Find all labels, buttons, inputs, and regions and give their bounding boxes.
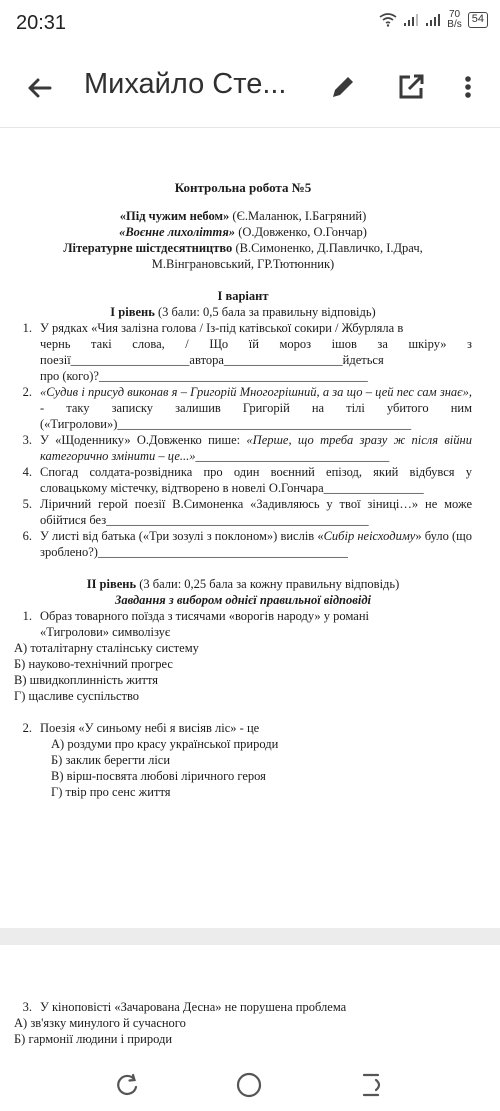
question-2 bbox=[14, 384, 472, 432]
question-number: 2. bbox=[22, 385, 32, 399]
page-1-content bbox=[14, 180, 472, 800]
question-number: 3. bbox=[22, 1000, 32, 1014]
document-viewer[interactable] bbox=[0, 128, 500, 1058]
q1-line-3: поезії___________________автора___________________йдеться bbox=[40, 353, 384, 367]
test-2 bbox=[14, 720, 472, 736]
more-options-icon[interactable] bbox=[456, 70, 480, 104]
t1-line-2: «Тигролови» символізує bbox=[40, 625, 171, 639]
test-2-text: Поезія «У синьому небі я висіяв ліс» - це bbox=[40, 721, 260, 735]
status-icons bbox=[379, 10, 488, 30]
level-2-title: ІІ рівень bbox=[86, 577, 137, 591]
t2-option-b: Б) заклик берегти ліси bbox=[51, 753, 171, 767]
question-4-text: Спогад солдата-розвідника про один воєнний епізод, який відбувся у словацькому містечку, відтворено в новелі О.Гончара________________ bbox=[40, 465, 472, 495]
q3-text: У «Щоденнику» О.Довженко пише: bbox=[40, 433, 247, 447]
level-2-heading bbox=[14, 576, 472, 592]
q2-rest: - таку записку залишив Григорій на тілі убитого ним («Тигролови»)_______________________________________________ bbox=[40, 401, 472, 431]
topic-2-authors: (О.Довженко, О.Гончар) bbox=[235, 225, 367, 239]
network-speed-value: 70 bbox=[448, 9, 461, 20]
edit-pencil-icon[interactable] bbox=[326, 70, 360, 104]
question-6 bbox=[14, 528, 472, 560]
question-5 bbox=[14, 496, 472, 528]
question-5-text: Ліричний герой поезії В.Симоненка «Задивляюсь у твої зіниці…» не може обійтися без__________________________________________ bbox=[40, 497, 472, 527]
question-number: 5. bbox=[22, 497, 32, 511]
level-1-heading bbox=[14, 304, 472, 320]
network-speed bbox=[447, 10, 461, 30]
t3-option-a: А) зв'язку минулого й сучасного bbox=[14, 1016, 186, 1030]
topic-1-title: «Під чужим небом» bbox=[119, 209, 230, 223]
question-3-text bbox=[40, 432, 472, 464]
question-number: 6. bbox=[22, 529, 32, 543]
q1-line-4: про (кого)?___________________________________________ bbox=[40, 369, 368, 383]
document-page-2 bbox=[0, 945, 500, 1058]
topic-2 bbox=[14, 224, 472, 240]
app-bar bbox=[0, 46, 500, 128]
t1-line-1: Образ товарного поїзда з тисячами «ворогів народу» у романі bbox=[40, 609, 369, 623]
network-speed-unit: B/s bbox=[447, 19, 462, 30]
question-number: 1. bbox=[22, 609, 32, 623]
system-nav-bar bbox=[0, 1058, 500, 1111]
question-number: 1. bbox=[22, 321, 32, 335]
topic-1 bbox=[14, 208, 472, 224]
t2-option-c: В) вірш-посвята любові ліричного героя bbox=[51, 769, 266, 783]
test-1 bbox=[14, 608, 472, 640]
t2-option-d: Г) твір про сенс життя bbox=[51, 785, 171, 799]
open-external-icon[interactable] bbox=[394, 70, 428, 104]
topic-3-authors-cont: М.Вінграновський, ГР.Тютюнник) bbox=[151, 257, 335, 271]
question-3 bbox=[14, 432, 472, 464]
wifi-icon bbox=[379, 13, 397, 27]
document-page-1 bbox=[0, 128, 500, 928]
q6-rest: » було (що зроблено?)________________________________________ bbox=[40, 529, 472, 559]
q1-line-2: чернь такі слова, / Що їй мороз ішов за шкіру» з bbox=[40, 337, 472, 351]
recent-apps-icon[interactable] bbox=[356, 1070, 386, 1100]
document-title: Михайло Сте... bbox=[84, 68, 287, 100]
level-1-title: І рівень bbox=[110, 305, 155, 319]
level-2-points: (3 бали: 0,25 бала за кожну правильну відповідь) bbox=[136, 577, 400, 591]
t3-option-b: Б) гармонії людини і природи bbox=[14, 1032, 173, 1046]
topic-3-title: Літературне шістдесятництво bbox=[63, 241, 233, 255]
page-2-content bbox=[14, 999, 472, 1047]
rotate-icon[interactable] bbox=[112, 1070, 142, 1100]
back-arrow-icon[interactable] bbox=[20, 68, 60, 108]
doc-heading: Контрольна робота №5 bbox=[174, 180, 312, 195]
topic-3 bbox=[14, 240, 472, 256]
t1-option-c: В) швидкоплинність життя bbox=[14, 673, 159, 687]
q3-blank: _______________________________ bbox=[195, 449, 390, 463]
status-bar bbox=[0, 0, 500, 46]
t1-option-a: А) тоталітарну сталінську систему bbox=[14, 641, 199, 655]
test-3 bbox=[14, 999, 472, 1015]
question-1-text bbox=[40, 320, 472, 384]
signal-icon-2 bbox=[425, 13, 441, 27]
question-2-text bbox=[40, 384, 472, 432]
t1-option-d: Г) щасливе суспільство bbox=[14, 689, 140, 703]
question-6-text bbox=[40, 528, 472, 560]
question-number: 2. bbox=[22, 721, 32, 735]
variant-heading: І варіант bbox=[217, 289, 269, 303]
topic-3-authors: (В.Симоненко, Д.Павличко, І.Драч, bbox=[232, 241, 423, 255]
question-1 bbox=[14, 320, 472, 384]
t1-option-b: Б) науково-технічний прогрес bbox=[14, 657, 173, 671]
level-1-points: (3 бали: 0,5 бала за правильну відповідь) bbox=[154, 305, 376, 319]
question-number: 3. bbox=[22, 433, 32, 447]
home-circle-icon[interactable] bbox=[234, 1070, 264, 1100]
q6-text: У листі від батька («Три зозулі з поклоном») вислів « bbox=[40, 529, 324, 543]
q2-quote: «Судив і присуд виконав я – Григорій Многогрішний, а за що – цей пес сам знає», bbox=[40, 385, 472, 399]
q6-quote: Сибір неісходиму bbox=[323, 529, 416, 543]
q1-line-1: У рядках «Чия залізна голова / Із-під катівської сокири / Жбурляла в bbox=[40, 321, 404, 335]
topic-2-title: «Воєнне лихоліття» bbox=[119, 225, 236, 239]
q3-quote: «Перше, що треба зразу ж після війни категорично змінити – це...» bbox=[40, 433, 472, 463]
signal-icon-1 bbox=[403, 13, 419, 27]
test-3-text: У кіноповісті «Зачарована Десна» не порушена проблема bbox=[40, 1000, 347, 1014]
question-number: 4. bbox=[22, 465, 32, 479]
test-1-text bbox=[40, 608, 472, 640]
t2-option-a: А) роздуми про красу української природи bbox=[51, 737, 279, 751]
level-2-subheading: Завдання з вибором однієї правильної відповіді bbox=[114, 593, 371, 607]
topic-1-authors: (Є.Маланюк, І.Багряний) bbox=[229, 209, 367, 223]
status-time: 20:31 bbox=[16, 12, 67, 34]
battery-indicator: 54 bbox=[468, 12, 488, 28]
question-4 bbox=[14, 464, 472, 496]
